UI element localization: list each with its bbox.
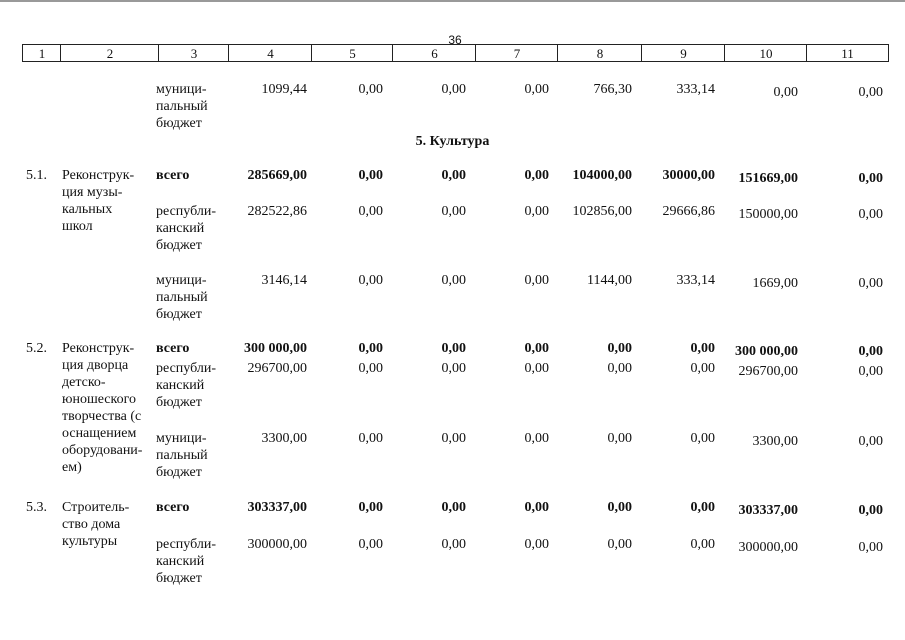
cell-col-5: 0,00	[358, 82, 383, 97]
cell-col-9: 0,00	[690, 431, 715, 446]
cell-col-7: 0,00	[524, 361, 549, 376]
header-col-3: 3	[158, 44, 229, 62]
row-source: муници- пальный бюджет	[156, 273, 208, 322]
cell-col-9: 30000,00	[662, 168, 715, 183]
cell-col-10: 150000,00	[738, 207, 798, 222]
cell-col-5: 0,00	[358, 431, 383, 446]
cell-col-7: 0,00	[524, 431, 549, 446]
cell-col-7: 0,00	[524, 341, 549, 356]
cell-col-5: 0,00	[358, 204, 383, 219]
cell-col-8: 766,30	[593, 82, 632, 97]
cell-col-5: 0,00	[358, 168, 383, 183]
cell-col-4: 285669,00	[247, 168, 307, 183]
cell-col-10: 3300,00	[752, 434, 798, 449]
row-source: республи- канский бюджет	[156, 204, 216, 253]
cell-col-11: 0,00	[858, 540, 883, 555]
header-col-1: 1	[22, 44, 61, 62]
cell-col-4: 303337,00	[247, 500, 307, 515]
cell-col-5: 0,00	[358, 273, 383, 288]
cell-col-6: 0,00	[441, 273, 466, 288]
header-col-6: 6	[392, 44, 476, 62]
cell-col-8: 1144,00	[587, 273, 632, 288]
cell-col-11: 0,00	[858, 503, 883, 518]
row-name: Реконструк- ция музы- кальных школ	[62, 168, 135, 234]
cell-col-4: 3146,14	[261, 273, 307, 288]
cell-col-10: 300000,00	[738, 540, 798, 555]
header-col-5: 5	[311, 44, 393, 62]
cell-col-9: 333,14	[676, 273, 715, 288]
row-number: 5.3.	[26, 500, 47, 515]
scan-edge	[0, 0, 905, 2]
cell-col-4: 1099,44	[261, 82, 307, 97]
row-source: всего	[156, 500, 190, 515]
cell-col-7: 0,00	[524, 168, 549, 183]
cell-col-8: 0,00	[607, 537, 632, 552]
cell-col-6: 0,00	[441, 361, 466, 376]
cell-col-6: 0,00	[441, 431, 466, 446]
cell-col-8: 102856,00	[572, 204, 632, 219]
cell-col-8: 0,00	[607, 500, 632, 515]
cell-col-6: 0,00	[441, 500, 466, 515]
cell-col-11: 0,00	[858, 85, 883, 100]
cell-col-4: 282522,86	[247, 204, 307, 219]
cell-col-10: 296700,00	[738, 364, 798, 379]
header-col-2: 2	[60, 44, 159, 62]
cell-col-6: 0,00	[441, 168, 466, 183]
cell-col-6: 0,00	[441, 537, 466, 552]
section-title: 5. Культура	[415, 134, 490, 149]
cell-col-11: 0,00	[858, 364, 883, 379]
cell-col-11: 0,00	[858, 276, 883, 291]
row-source: муници- пальный бюджет	[156, 82, 208, 131]
cell-col-7: 0,00	[524, 204, 549, 219]
header-col-8: 8	[557, 44, 642, 62]
cell-col-7: 0,00	[524, 500, 549, 515]
row-number: 5.1.	[26, 168, 47, 183]
cell-col-9: 0,00	[690, 361, 715, 376]
cell-col-11: 0,00	[858, 207, 883, 222]
cell-col-7: 0,00	[524, 82, 549, 97]
cell-col-4: 296700,00	[247, 361, 307, 376]
row-source: муници- пальный бюджет	[156, 431, 208, 480]
cell-col-11: 0,00	[858, 171, 883, 186]
cell-col-9: 0,00	[690, 537, 715, 552]
cell-col-4: 3300,00	[261, 431, 307, 446]
row-name: Реконструк- ция дворца детско- юношеского творчества (с оснащением оборудовани- ем)	[62, 341, 143, 475]
row-source: республи- канский бюджет	[156, 361, 216, 410]
cell-col-8: 104000,00	[572, 168, 632, 183]
cell-col-11: 0,00	[858, 434, 883, 449]
header-col-11: 11	[806, 44, 889, 62]
cell-col-9: 0,00	[690, 341, 715, 356]
cell-col-5: 0,00	[358, 500, 383, 515]
cell-col-5: 0,00	[358, 537, 383, 552]
cell-col-9: 0,00	[690, 500, 715, 515]
cell-col-6: 0,00	[441, 82, 466, 97]
cell-col-4: 300 000,00	[244, 341, 307, 356]
cell-col-8: 0,00	[607, 361, 632, 376]
cell-col-6: 0,00	[441, 341, 466, 356]
cell-col-11: 0,00	[858, 344, 883, 359]
cell-col-6: 0,00	[441, 204, 466, 219]
row-name: Строитель- ство дома культуры	[62, 500, 130, 549]
row-source: всего	[156, 341, 190, 356]
cell-col-10: 1669,00	[752, 276, 798, 291]
header-col-9: 9	[641, 44, 725, 62]
cell-col-10: 151669,00	[738, 171, 798, 186]
row-source: республи- канский бюджет	[156, 537, 216, 586]
cell-col-4: 300000,00	[247, 537, 307, 552]
cell-col-7: 0,00	[524, 273, 549, 288]
cell-col-8: 0,00	[607, 431, 632, 446]
row-number: 5.2.	[26, 341, 47, 356]
header-col-4: 4	[228, 44, 312, 62]
row-source: всего	[156, 168, 190, 183]
cell-col-9: 333,14	[676, 82, 715, 97]
cell-col-9: 29666,86	[662, 204, 715, 219]
cell-col-5: 0,00	[358, 361, 383, 376]
cell-col-8: 0,00	[607, 341, 632, 356]
header-col-7: 7	[475, 44, 558, 62]
cell-col-10: 0,00	[773, 85, 798, 100]
cell-col-10: 300 000,00	[735, 344, 798, 359]
page-number: 36	[448, 33, 462, 47]
cell-col-10: 303337,00	[738, 503, 798, 518]
header-col-10: 10	[724, 44, 807, 62]
cell-col-7: 0,00	[524, 537, 549, 552]
cell-col-5: 0,00	[358, 341, 383, 356]
